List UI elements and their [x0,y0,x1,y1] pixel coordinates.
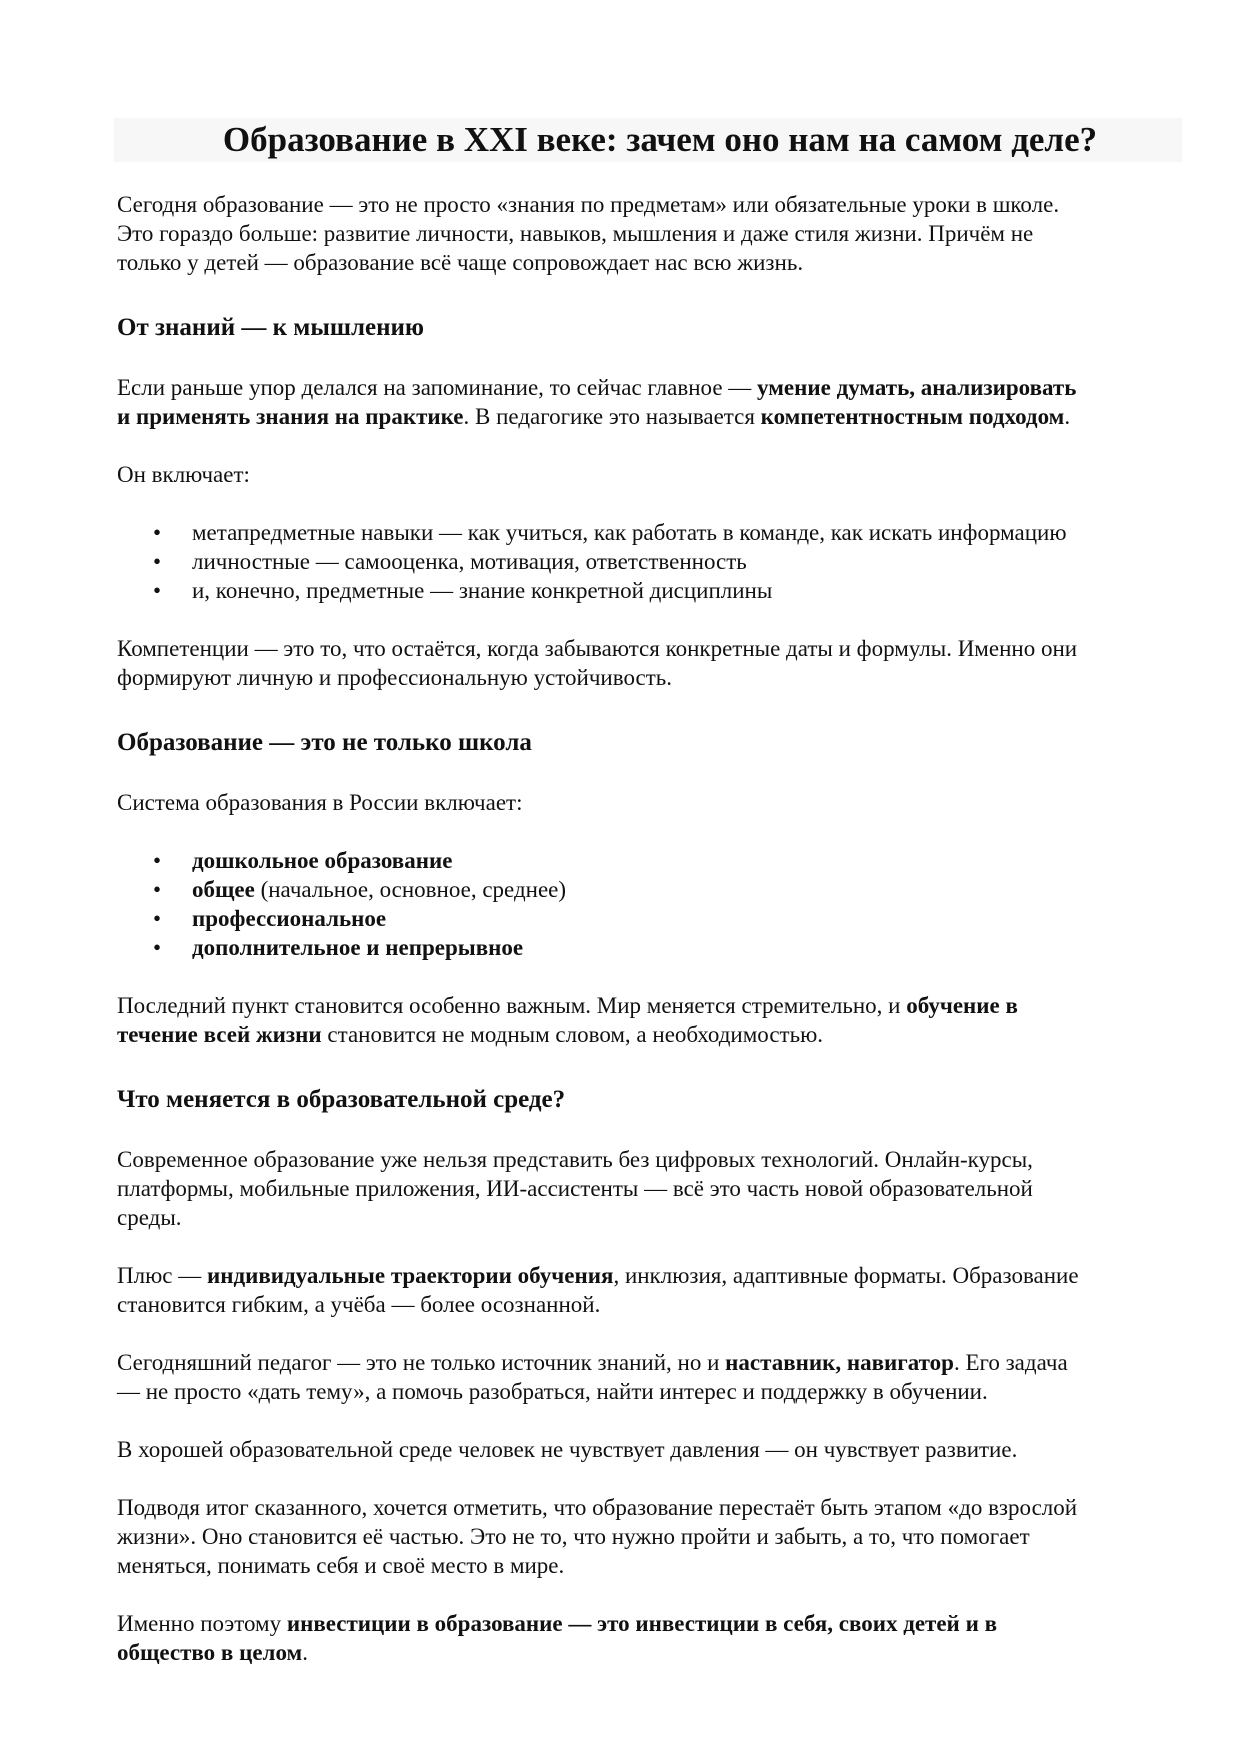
lifelong-paragraph: Последний пункт становится особенно важным. Мир меняется стремительно, и обучение в течение всей жизни становится не модным словом, а необходимостью. [117,993,1018,1047]
page-title: Образование в XXI веке: зачем оно нам на самом деле? [222,120,1098,159]
intro-paragraph: Сегодня образование — это не просто «знания по предметам» или обязательные уроки в школе. Это гораздо больше: развитие личности, навыков, мышления и даже стиля жизни. Причём не только у детей — образование всё чаще сопровождает нас всю жизнь. [117,192,1060,275]
list-item: • профессиональное [153,906,387,931]
trajectories-paragraph: Плюс — индивидуальные траектории обучения, инклюзия, адаптивные форматы. Образование становится гибким, а учёба — более осознанной. [117,1263,1079,1317]
skills-list [117,518,1177,605]
competencies-paragraph: Компетенции — это то, что остаётся, когда забываются конкретные даты и формулы. Именно они формируют личную и профессиональную устойчивость. [117,636,1078,690]
list-item: • личностные — самооценка, мотивация, ответственность [153,549,747,574]
system-paragraph: Система образования в России включает: [117,790,523,815]
conclusion-paragraph: Именно поэтому инвестиции в образование — это инвестиции в себя, своих детей и в общество в целом. [117,1611,997,1665]
list-item: • общее (начальное, основное, среднее) [153,877,567,902]
document-body [117,190,1177,1667]
section-heading-environment: Что меняется в образовательной среде? [117,1086,566,1113]
digital-paragraph: Современное образование уже нельзя представить без цифровых технологий. Онлайн-курсы, платформы, мобильные приложения, ИИ-ассистенты — всё это часть новой образовательной среды. [117,1147,1033,1230]
education-levels-list [117,846,1177,962]
section-heading-thinking: От знаний — к мышлению [117,314,424,341]
list-item: • метапредметные навыки — как учиться, как работать в команде, как искать информацию [153,520,1067,545]
includes-paragraph: Он включает: [117,462,250,487]
competence-paragraph: Если раньше упор делался на запоминание, то сейчас главное — умение думать, анализировать и применять знания на практике. В педагогике это называется компетентностным подходом. [117,375,1077,429]
teacher-paragraph: Сегодняшний педагог — это не только источник знаний, но и наставник, навигатор. Его задача — не просто «дать тему», а помочь разобраться, найти интерес и поддержку в обучении. [117,1350,1068,1404]
section-heading-school: Образование — это не только школа [117,729,532,756]
list-item: • дошкольное образование [153,848,453,873]
environment-paragraph: В хорошей образовательной среде человек не чувствует давления — он чувствует развитие. [117,1437,1018,1462]
summary-paragraph: Подводя итог сказанного, хочется отметить, что образование перестаёт быть этапом «до взрослой жизни». Оно становится её частью. Это не то, что нужно пройти и забыть, а то, что помогает меняться, понимать себя и своё место в мире. [117,1495,1078,1578]
list-item: • дополнительное и непрерывное [153,935,524,960]
list-item: • и, конечно, предметные — знание конкретной дисциплины [153,578,773,603]
